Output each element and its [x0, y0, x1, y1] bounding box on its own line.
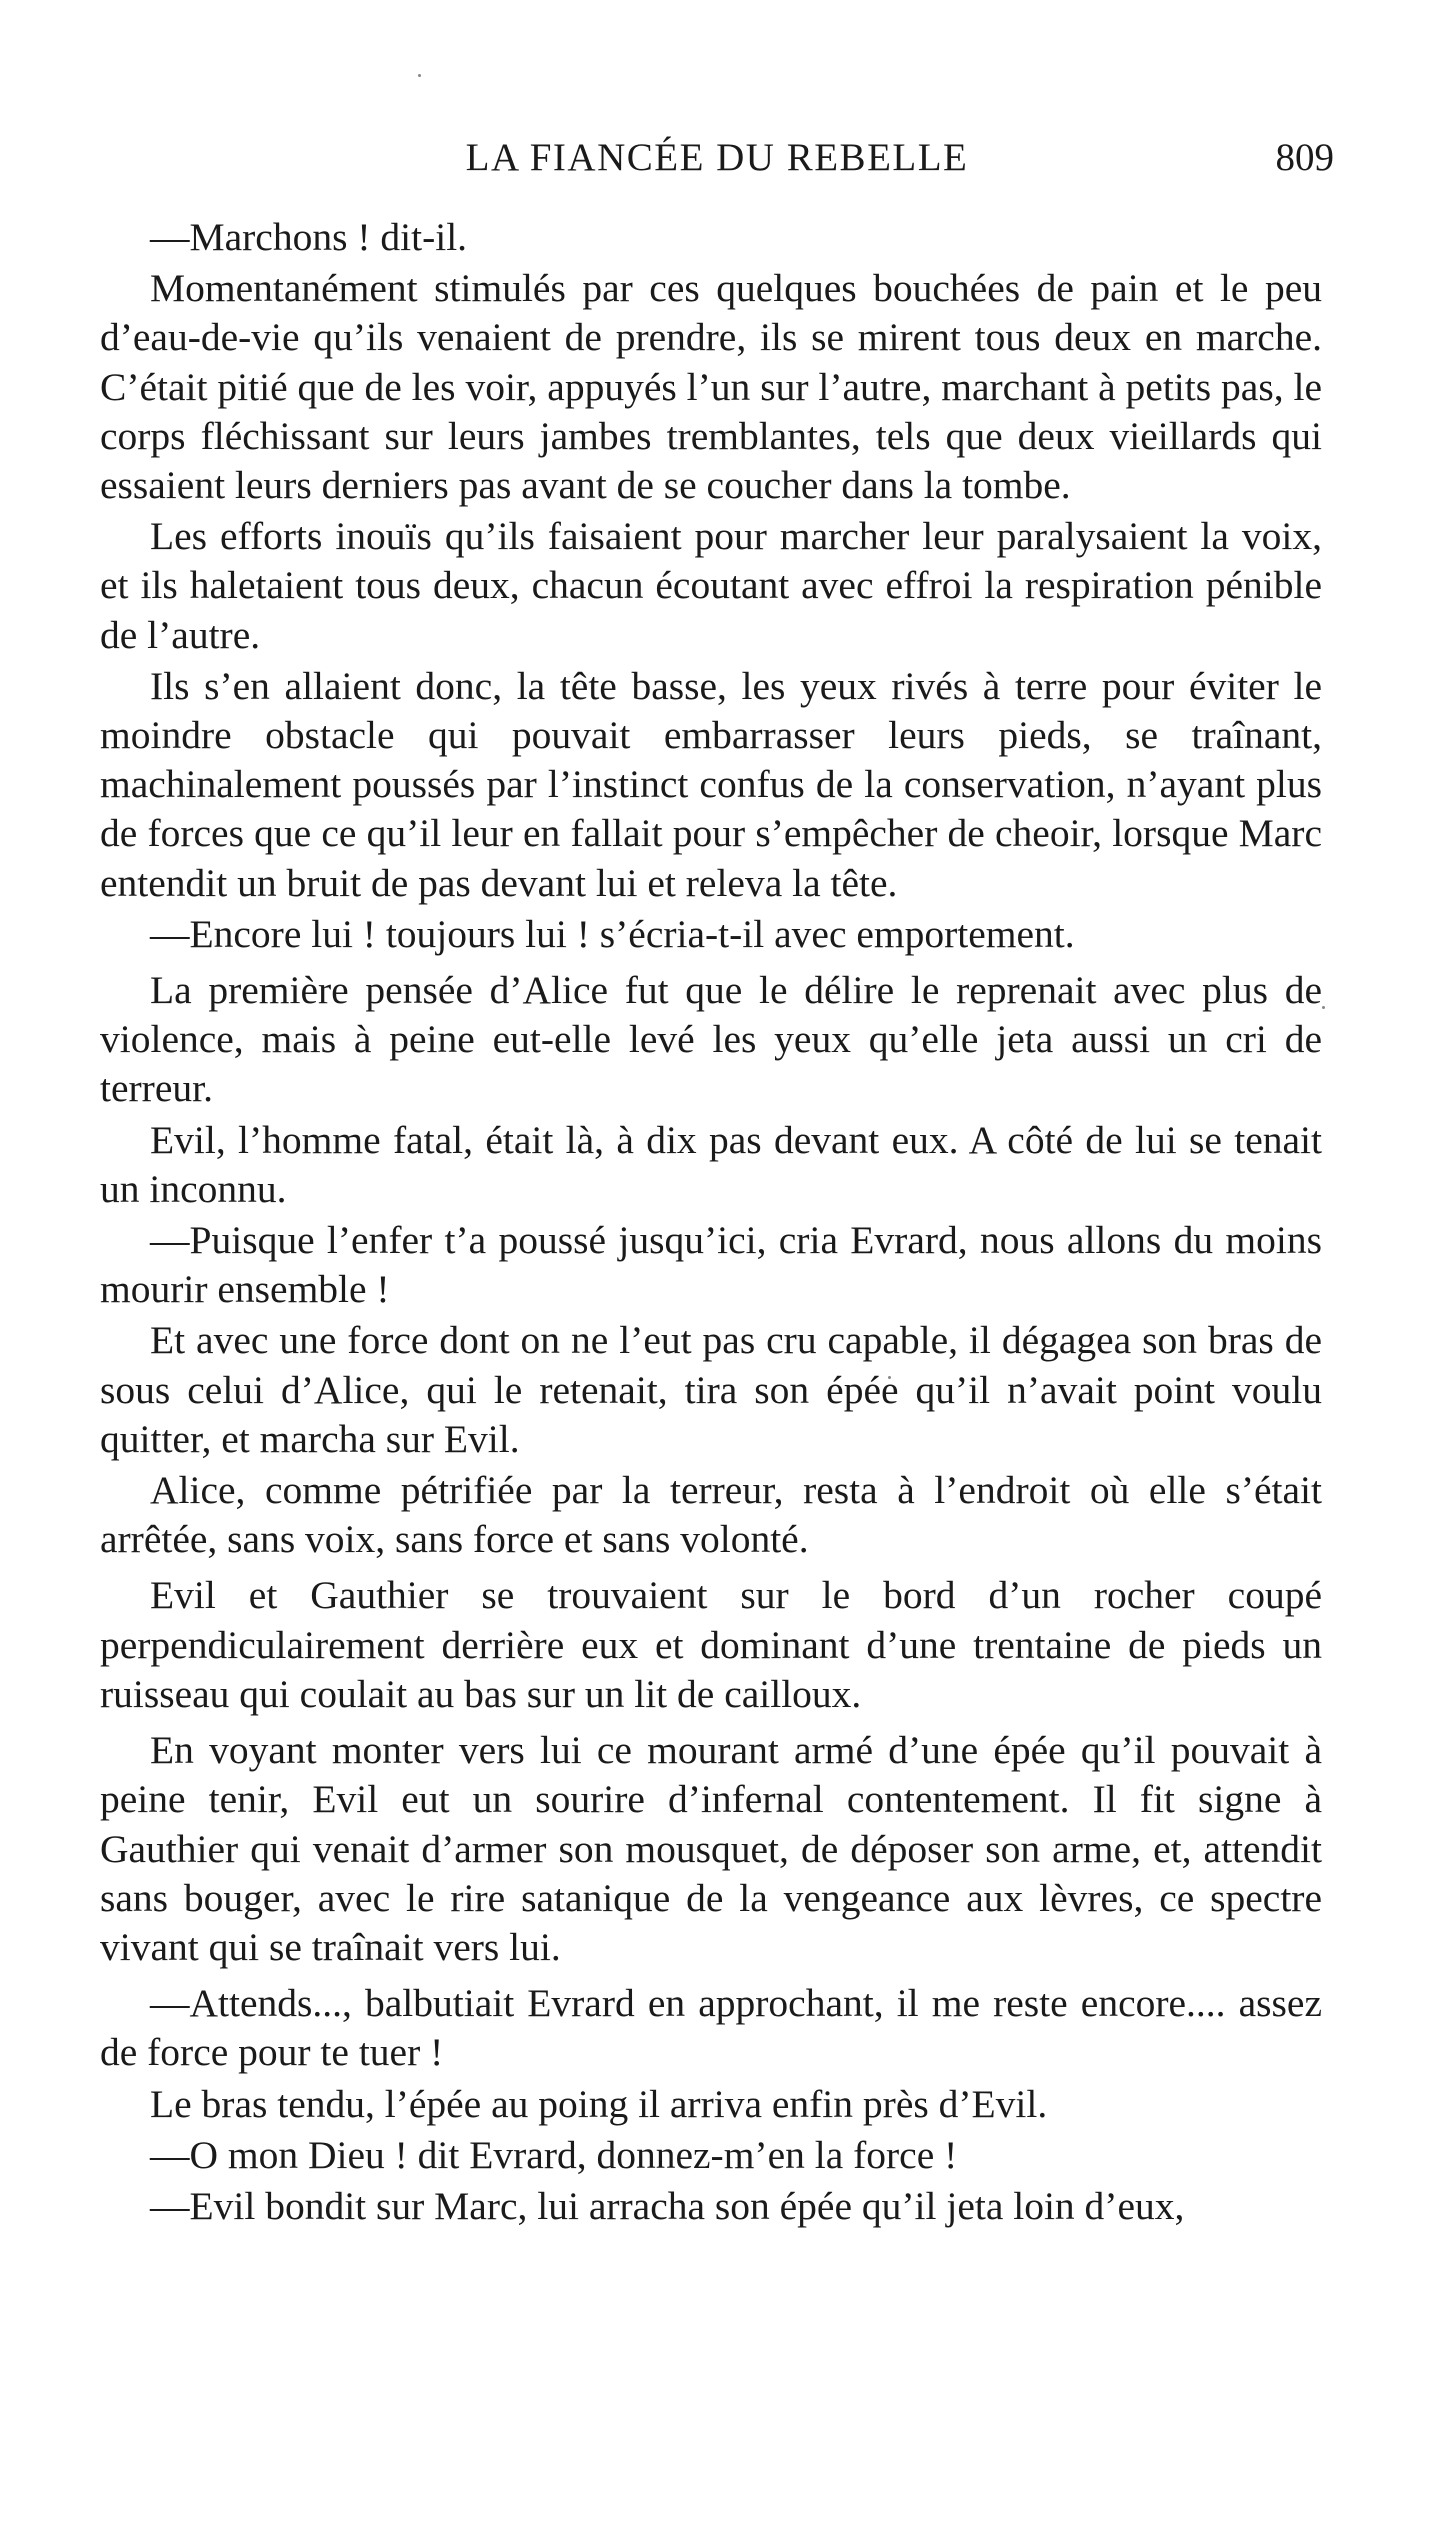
- paragraph: Ils s’en allaient donc, la tête basse, les yeux rivés à terre pour éviter le moindre obstacle qui pouvait embarrasser leurs pieds, se traînant, machinalement poussés par l’instinct confus de la conservation, n’ayant plus de forces que ce qu’il leur en fallait pour s’empêcher de cheoir, lorsque Marc entendit un bruit de pas devant lui et releva la tête.: [100, 663, 1322, 905]
- paragraph: —Evil bondit sur Marc, lui arracha son épée qu’il jeta loin d’eux,: [150, 2183, 1185, 2228]
- print-speck: [1322, 1006, 1325, 1009]
- paragraph: —Puisque l’enfer t’a poussé jusqu’ici, cria Evrard, nous allons du moins mourir ensemble !: [100, 1218, 1322, 1312]
- text-body: [100, 213, 1322, 2233]
- paragraph: —Attends..., balbutiait Evrard en approchant, il me reste encore.... assez de force pour te tuer !: [100, 1981, 1322, 2075]
- paragraph: Momentanément stimulés par ces quelques bouchées de pain et le peu d’eau-de-vie qu’ils venaient de prendre, ils se mirent tous deux en marche. C’était pitié que de les voir, appuyés l’un sur l’autre, marchant à petits pas, le corps fléchissant sur leurs jambes tremblantes, tels que deux vieillards qui essaient leurs derniers pas avant de se coucher dans la tombe.: [100, 266, 1322, 508]
- chapter-title: LA FIANCÉE DU REBELLE: [465, 136, 969, 179]
- paragraph: Le bras tendu, l’épée au poing il arriva enfin près d’Evil.: [150, 2081, 1048, 2126]
- paragraph: Les efforts inouïs qu’ils faisaient pour marcher leur paralysaient la voix, et ils haletaient tous deux, chacun écoutant avec effroi la respiration pénible de l’autre.: [100, 514, 1322, 657]
- print-speck: [418, 74, 421, 77]
- paragraph: Alice, comme pétrifiée par la terreur, resta à l’endroit où elle s’était arrêtée, sans voix, sans force et sans volonté.: [100, 1468, 1322, 1562]
- page-number: 809: [1275, 136, 1334, 179]
- paragraph: La première pensée d’Alice fut que le délire le reprenait avec plus de violence, mais à peine eut-elle levé les yeux qu’elle jeta aussi un cri de terreur.: [100, 968, 1322, 1111]
- running-header: [100, 128, 1334, 188]
- paragraph: Et avec une force dont on ne l’eut pas cru capable, il dégagea son bras de sous celui d’Alice, qui le retenait, tira son épée qu’il n’avait point voulu quitter, et marcha sur Evil.: [100, 1318, 1322, 1461]
- paragraph: Evil et Gauthier se trouvaient sur le bord d’un rocher coupé perpendiculairement derrière eux et dominant d’une trentaine de pieds un ruisseau qui coulait au bas sur un lit de cailloux.: [100, 1573, 1322, 1716]
- paragraph: Evil, l’homme fatal, était là, à dix pas devant eux. A côté de lui se tenait un inconnu.: [100, 1117, 1322, 1211]
- paragraph: —Marchons ! dit-il.: [150, 215, 468, 259]
- paragraph: En voyant monter vers lui ce mourant armé d’une épée qu’il pouvait à peine tenir, Evil eut un sourire d’infernal contentement. Il fit signe à Gauthier qui venait d’armer son mousquet, de déposer son arme, et, attendit sans bouger, avec le rire satanique de la vengeance aux lèvres, ce spectre vivant qui se traînait vers lui.: [100, 1728, 1322, 1969]
- paragraph: —O mon Dieu ! dit Evrard, donnez-m’en la force !: [150, 2132, 958, 2177]
- paragraph: —Encore lui ! toujours lui ! s’écria-t-il avec emportement.: [150, 911, 1075, 956]
